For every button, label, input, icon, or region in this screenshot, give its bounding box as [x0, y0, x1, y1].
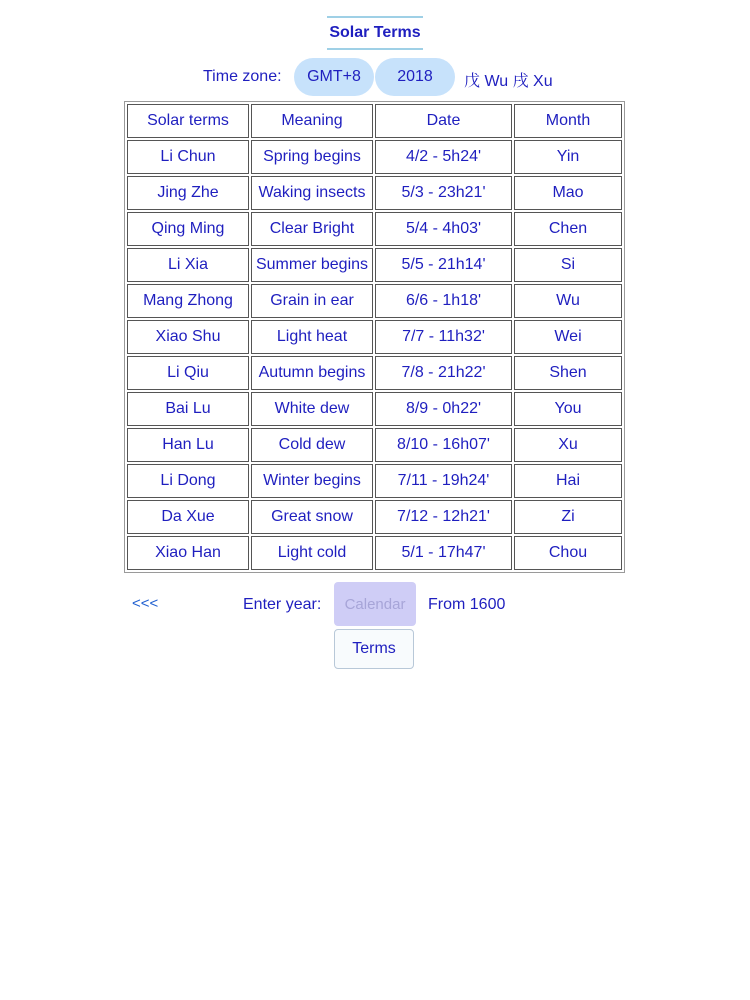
- term-date-cell: 7/11 - 19h24': [375, 464, 512, 498]
- table-row: [127, 464, 622, 498]
- column-header-date: Date: [375, 104, 512, 138]
- term-month-cell: Wei: [514, 320, 622, 354]
- term-month-cell: Chen: [514, 212, 622, 246]
- term-meaning-cell: Spring begins: [251, 140, 373, 174]
- term-meaning-cell: Cold dew: [251, 428, 373, 462]
- term-date-cell: 8/10 - 16h07': [375, 428, 512, 462]
- table-row: [127, 284, 622, 318]
- term-date-cell: 8/9 - 0h22': [375, 392, 512, 426]
- page-title: Solar Terms: [329, 24, 421, 41]
- table-row: [127, 428, 622, 462]
- term-meaning-cell: White dew: [251, 392, 373, 426]
- term-date-cell: 7/12 - 12h21': [375, 500, 512, 534]
- term-name-cell: Jing Zhe: [127, 176, 249, 210]
- term-name-cell: Han Lu: [127, 428, 249, 462]
- term-month-cell: Si: [514, 248, 622, 282]
- term-meaning-cell: Waking insects: [251, 176, 373, 210]
- term-month-cell: Mao: [514, 176, 622, 210]
- term-meaning-cell: Winter begins: [251, 464, 373, 498]
- term-name-cell: Li Xia: [127, 248, 249, 282]
- term-date-cell: 7/8 - 21h22': [375, 356, 512, 390]
- timezone-selector[interactable]: GMT+8: [294, 58, 374, 96]
- term-month-cell: Yin: [514, 140, 622, 174]
- term-month-cell: Shen: [514, 356, 622, 390]
- table-row: [127, 536, 622, 570]
- term-name-cell: Qing Ming: [127, 212, 249, 246]
- term-name-cell: Mang Zhong: [127, 284, 249, 318]
- timezone-row: [0, 58, 750, 96]
- term-meaning-cell: Autumn begins: [251, 356, 373, 390]
- term-month-cell: Zi: [514, 500, 622, 534]
- term-month-cell: Hai: [514, 464, 622, 498]
- enter-year-label: Enter year:: [243, 596, 322, 613]
- term-name-cell: Xiao Han: [127, 536, 249, 570]
- table-row: [127, 176, 622, 210]
- column-header-meaning: Meaning: [251, 104, 373, 138]
- term-date-cell: 5/5 - 21h14': [375, 248, 512, 282]
- solar-terms-table: [124, 101, 625, 573]
- term-date-cell: 7/7 - 11h32': [375, 320, 512, 354]
- page-title-container: [327, 16, 423, 50]
- term-meaning-cell: Clear Bright: [251, 212, 373, 246]
- term-name-cell: Li Chun: [127, 140, 249, 174]
- term-name-cell: Bai Lu: [127, 392, 249, 426]
- table-row: [127, 392, 622, 426]
- term-date-cell: 4/2 - 5h24': [375, 140, 512, 174]
- table-row: [127, 212, 622, 246]
- term-month-cell: Chou: [514, 536, 622, 570]
- table-row: [127, 320, 622, 354]
- term-date-cell: 5/3 - 23h21': [375, 176, 512, 210]
- term-meaning-cell: Light cold: [251, 536, 373, 570]
- term-date-cell: 5/1 - 17h47': [375, 536, 512, 570]
- ganzhi-year-label: 戊 Wu 戌 Xu: [464, 73, 553, 90]
- from-year-label: From 1600: [428, 596, 506, 613]
- term-name-cell: Li Qiu: [127, 356, 249, 390]
- table-row: [127, 248, 622, 282]
- term-month-cell: Xu: [514, 428, 622, 462]
- term-date-cell: 6/6 - 1h18': [375, 284, 512, 318]
- calendar-button[interactable]: Calendar: [334, 582, 416, 626]
- year-selector[interactable]: 2018: [375, 58, 455, 96]
- term-name-cell: Li Dong: [127, 464, 249, 498]
- terms-button[interactable]: Terms: [334, 629, 414, 669]
- term-meaning-cell: Grain in ear: [251, 284, 373, 318]
- year-entry-row: [0, 582, 750, 626]
- term-month-cell: Wu: [514, 284, 622, 318]
- term-date-cell: 5/4 - 4h03': [375, 212, 512, 246]
- table-row: [127, 140, 622, 174]
- column-header-month: Month: [514, 104, 622, 138]
- table-header-row: [127, 104, 622, 138]
- term-month-cell: You: [514, 392, 622, 426]
- column-header-solar-terms: Solar terms: [127, 104, 249, 138]
- back-link[interactable]: <<<: [132, 595, 159, 612]
- table-row: [127, 500, 622, 534]
- term-name-cell: Xiao Shu: [127, 320, 249, 354]
- term-name-cell: Da Xue: [127, 500, 249, 534]
- timezone-label: Time zone:: [203, 68, 282, 85]
- table-row: [127, 356, 622, 390]
- term-meaning-cell: Great snow: [251, 500, 373, 534]
- term-meaning-cell: Summer begins: [251, 248, 373, 282]
- term-meaning-cell: Light heat: [251, 320, 373, 354]
